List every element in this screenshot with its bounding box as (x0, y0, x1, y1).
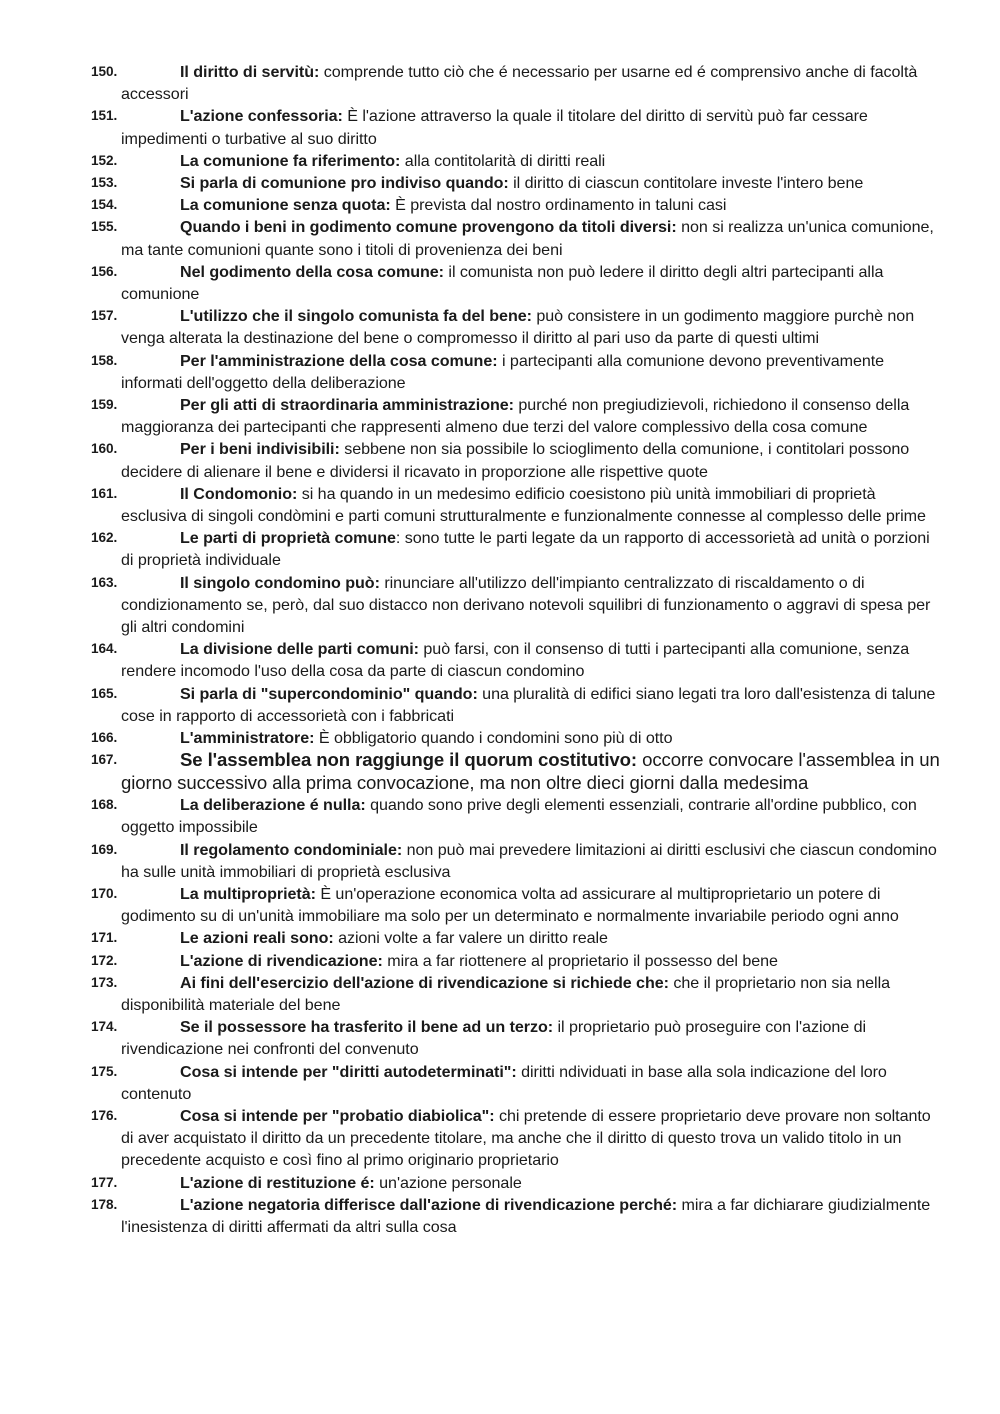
item-answer: occorre convocare l'assemblea in un giorno successivo alla prima convocazione, ma non oltre dieci giorni dalla medesima (121, 749, 940, 793)
item-answer: È obbligatorio quando i condomini sono più di otto (314, 729, 673, 748)
item-number: 174. (91, 1019, 118, 1035)
item-answer: può farsi, con il consenso di tutti i partecipanti alla comunione, senza rendere incomodo l'uso della cosa da parte di ciascun condomino (121, 640, 910, 681)
item-answer: azioni volte a far valere un diritto reale (333, 929, 608, 948)
item-number: 170. (91, 885, 118, 901)
item-answer: si ha quando in un medesimo edificio coesistono più unità immobiliari di proprietà esclusiva di singoli condòmini e parti comuni strutturalmente e funzionalmente connesse al complesso delle prime (121, 484, 926, 526)
item-number: 168. (91, 797, 118, 813)
list-item (91, 150, 942, 172)
item-answer: non si realizza un'unica comunione, ma tante comunioni quante sono i titoli di provenienza dei beni (121, 218, 934, 259)
list-item (91, 172, 942, 194)
list-item (91, 483, 942, 527)
item-answer: È l'azione attraverso la quale il titolare del diritto di servitù può far cessare impedimenti o turbative al suo diritto (121, 107, 868, 148)
item-question: Il Condomonio: (180, 484, 298, 503)
item-number: 150. (91, 64, 118, 79)
list-item (91, 1194, 942, 1238)
item-number: 166. (91, 730, 118, 746)
question-answer-list (91, 61, 942, 1238)
item-number: 158. (91, 352, 118, 368)
item-answer: i partecipanti alla comunione devono preventivamente informati dell'oggetto della deliberazione (121, 351, 885, 392)
item-answer: sebbene non sia possibile lo scioglimento della comunione, i contitolari possono decidere di alienare il bene e dividersi il ricavato in proporzione alle rispettive quote (121, 440, 910, 481)
item-answer: comprende tutto ciò che é necessario per usarne ed é comprensivo anche di facoltà accessori (121, 63, 918, 104)
item-question: Per l'amministrazione della cosa comune: (180, 351, 498, 370)
item-number: 152. (91, 152, 118, 168)
list-item (91, 794, 942, 838)
item-answer: il proprietario può proseguire con l'azione di rivendicazione nei confronti del convenuto (121, 1018, 867, 1059)
list-item (91, 683, 942, 727)
item-number: 169. (91, 841, 118, 857)
list-item (91, 839, 942, 883)
item-question: L'azione di restituzione é: (180, 1173, 375, 1192)
item-question: Quando i beni in godimento comune provengono da titoli diversi: (180, 218, 677, 237)
item-question: Per gli atti di straordinaria amministrazione: (180, 396, 514, 415)
list-item (91, 1105, 942, 1172)
item-number: 160. (91, 441, 118, 457)
list-item (91, 950, 942, 972)
list-item (91, 727, 942, 749)
item-question: L'azione negatoria differisce dall'azione di rivendicazione perché: (180, 1195, 678, 1214)
item-question: Si parla di "supercondominio" quando: (180, 684, 478, 703)
item-number: 155. (91, 219, 118, 235)
item-question: Cosa si intende per "probatio diabiolica": (180, 1106, 495, 1125)
item-number: 173. (91, 974, 118, 990)
item-question: La comunione senza quota: (180, 196, 391, 215)
list-item (91, 61, 942, 105)
item-answer: chi pretende di essere proprietario deve provare non soltanto di aver acquistato il diritto da un precedente titolare, ma anche che il diritto di questo trova un valido titolo in un precedente acquisto e così fino al primo originario proprietario (121, 1106, 931, 1170)
item-answer: il diritto di ciascun contitolare investe l'intero bene (508, 174, 864, 193)
item-question: La multiproprietà: (180, 884, 316, 903)
list-item (91, 438, 942, 482)
list-item (91, 261, 942, 305)
item-answer: : sono tutte le parti legate da un rapporto di accessorietà ad unità o porzioni di proprietà individuale (121, 529, 930, 570)
list-item (91, 972, 942, 1016)
item-answer: un'azione personale (374, 1173, 522, 1192)
item-question: Nel godimento della cosa comune: (180, 262, 444, 281)
item-question: Se l'assemblea non raggiunge il quorum costitutivo: (180, 749, 638, 771)
item-question: L'azione di rivendicazione: (180, 951, 383, 970)
list-item (91, 883, 942, 927)
item-number: 157. (91, 308, 118, 324)
item-question: L'utilizzo che il singolo comunista fa del bene: (180, 307, 532, 326)
item-answer: È prevista dal nostro ordinamento in taluni casi (390, 196, 727, 215)
item-number: 178. (91, 1196, 118, 1212)
item-question: Ai fini dell'esercizio dell'azione di rivendicazione si richiede che: (180, 973, 669, 992)
item-question: Il diritto di servitù: (180, 63, 320, 81)
item-answer: mira a far dichiarare giudizialmente l'inesistenza di diritti affermati da altri sulla cosa (121, 1195, 931, 1236)
item-number: 154. (91, 197, 118, 213)
list-item (91, 350, 942, 394)
list-item (91, 305, 942, 349)
item-number: 176. (91, 1107, 118, 1123)
list-item (91, 216, 942, 260)
item-answer: mira a far riottenere al proprietario il possesso del bene (382, 951, 778, 970)
item-question: Per i beni indivisibili: (180, 440, 340, 459)
item-number: 167. (91, 752, 118, 768)
list-item (91, 749, 942, 794)
item-answer: che il proprietario non sia nella disponibilità materiale del bene (121, 973, 891, 1014)
item-number: 161. (91, 485, 118, 501)
item-answer: quando sono prive degli elementi essenziali, contrarie all'ordine pubblico, con oggetto impossibile (121, 796, 917, 837)
item-answer: il comunista non può ledere il diritto degli altri partecipanti alla comunione (121, 262, 884, 304)
list-item (91, 1016, 942, 1060)
item-question: Si parla di comunione pro indiviso quando: (180, 174, 509, 193)
item-number: 151. (91, 108, 118, 124)
item-answer: alla contitolarità di diritti reali (400, 151, 606, 170)
item-question: Il singolo condomino può: (180, 573, 380, 592)
item-question: Le parti di proprietà comune (180, 529, 396, 548)
item-question: Cosa si intende per "diritti autodeterminati": (180, 1062, 517, 1081)
item-answer: non può mai prevedere limitazioni ai diritti esclusivi che ciascun condomino ha sulle unità immobiliari di proprietà esclusiva (121, 840, 937, 881)
list-item (91, 527, 942, 571)
item-number: 172. (91, 952, 118, 968)
item-question: Il regolamento condominiale: (180, 840, 403, 859)
item-answer: rinunciare all'utilizzo dell'impianto centralizzato di riscaldamento o di condizionamento se, però, dal suo distacco non derivano notevoli squilibri di funzionamento o aggravi di spesa per gli altri condomini (121, 573, 931, 637)
item-number: 164. (91, 641, 118, 657)
list-item (91, 572, 942, 639)
item-number: 177. (91, 1174, 118, 1190)
list-item (91, 638, 942, 682)
item-question: La comunione fa riferimento: (180, 151, 401, 170)
item-number: 163. (91, 574, 118, 590)
item-number: 156. (91, 263, 118, 279)
item-question: Se il possessore ha trasferito il bene ad un terzo: (180, 1018, 554, 1037)
item-answer: può consistere in un godimento maggiore purchè non venga alterata la destinazione del bene o compromesso il diritto al pari uso da parte di questi ultimi (121, 307, 915, 348)
item-number: 165. (91, 685, 118, 701)
item-question: La divisione delle parti comuni: (180, 640, 419, 659)
list-item (91, 927, 942, 949)
item-number: 159. (91, 397, 118, 413)
item-question: La deliberazione é nulla: (180, 796, 366, 815)
list-item (91, 394, 942, 438)
item-number: 171. (91, 930, 118, 946)
item-answer: una pluralità di edifici siano legati tra loro dall'esistenza di talune cose in rapporto di accessorietà con i fabbricati (121, 684, 936, 725)
item-number: 175. (91, 1063, 118, 1079)
list-item (91, 194, 942, 216)
item-question: L'azione confessoria: (180, 107, 343, 126)
item-answer: diritti ndividuati in base alla sola indicazione del loro contenuto (121, 1062, 887, 1103)
item-answer: È un'operazione economica volta ad assicurare al multiproprietario un potere di godimento su di un'unità immobiliare ma solo per un determinato e normalmente invariabile periodo ogni anno (121, 884, 899, 926)
item-number: 153. (91, 175, 118, 191)
item-number: 162. (91, 530, 118, 546)
list-item (91, 1061, 942, 1105)
item-question: L'amministratore: (180, 729, 315, 748)
list-item (91, 1172, 942, 1194)
list-item (91, 105, 942, 149)
item-answer: purché non pregiudizievoli, richiedono il consenso della maggioranza dei partecipanti che rappresenti almeno due terzi del valore complessivo della cosa comune (121, 396, 910, 437)
item-question: Le azioni reali sono: (180, 929, 334, 948)
